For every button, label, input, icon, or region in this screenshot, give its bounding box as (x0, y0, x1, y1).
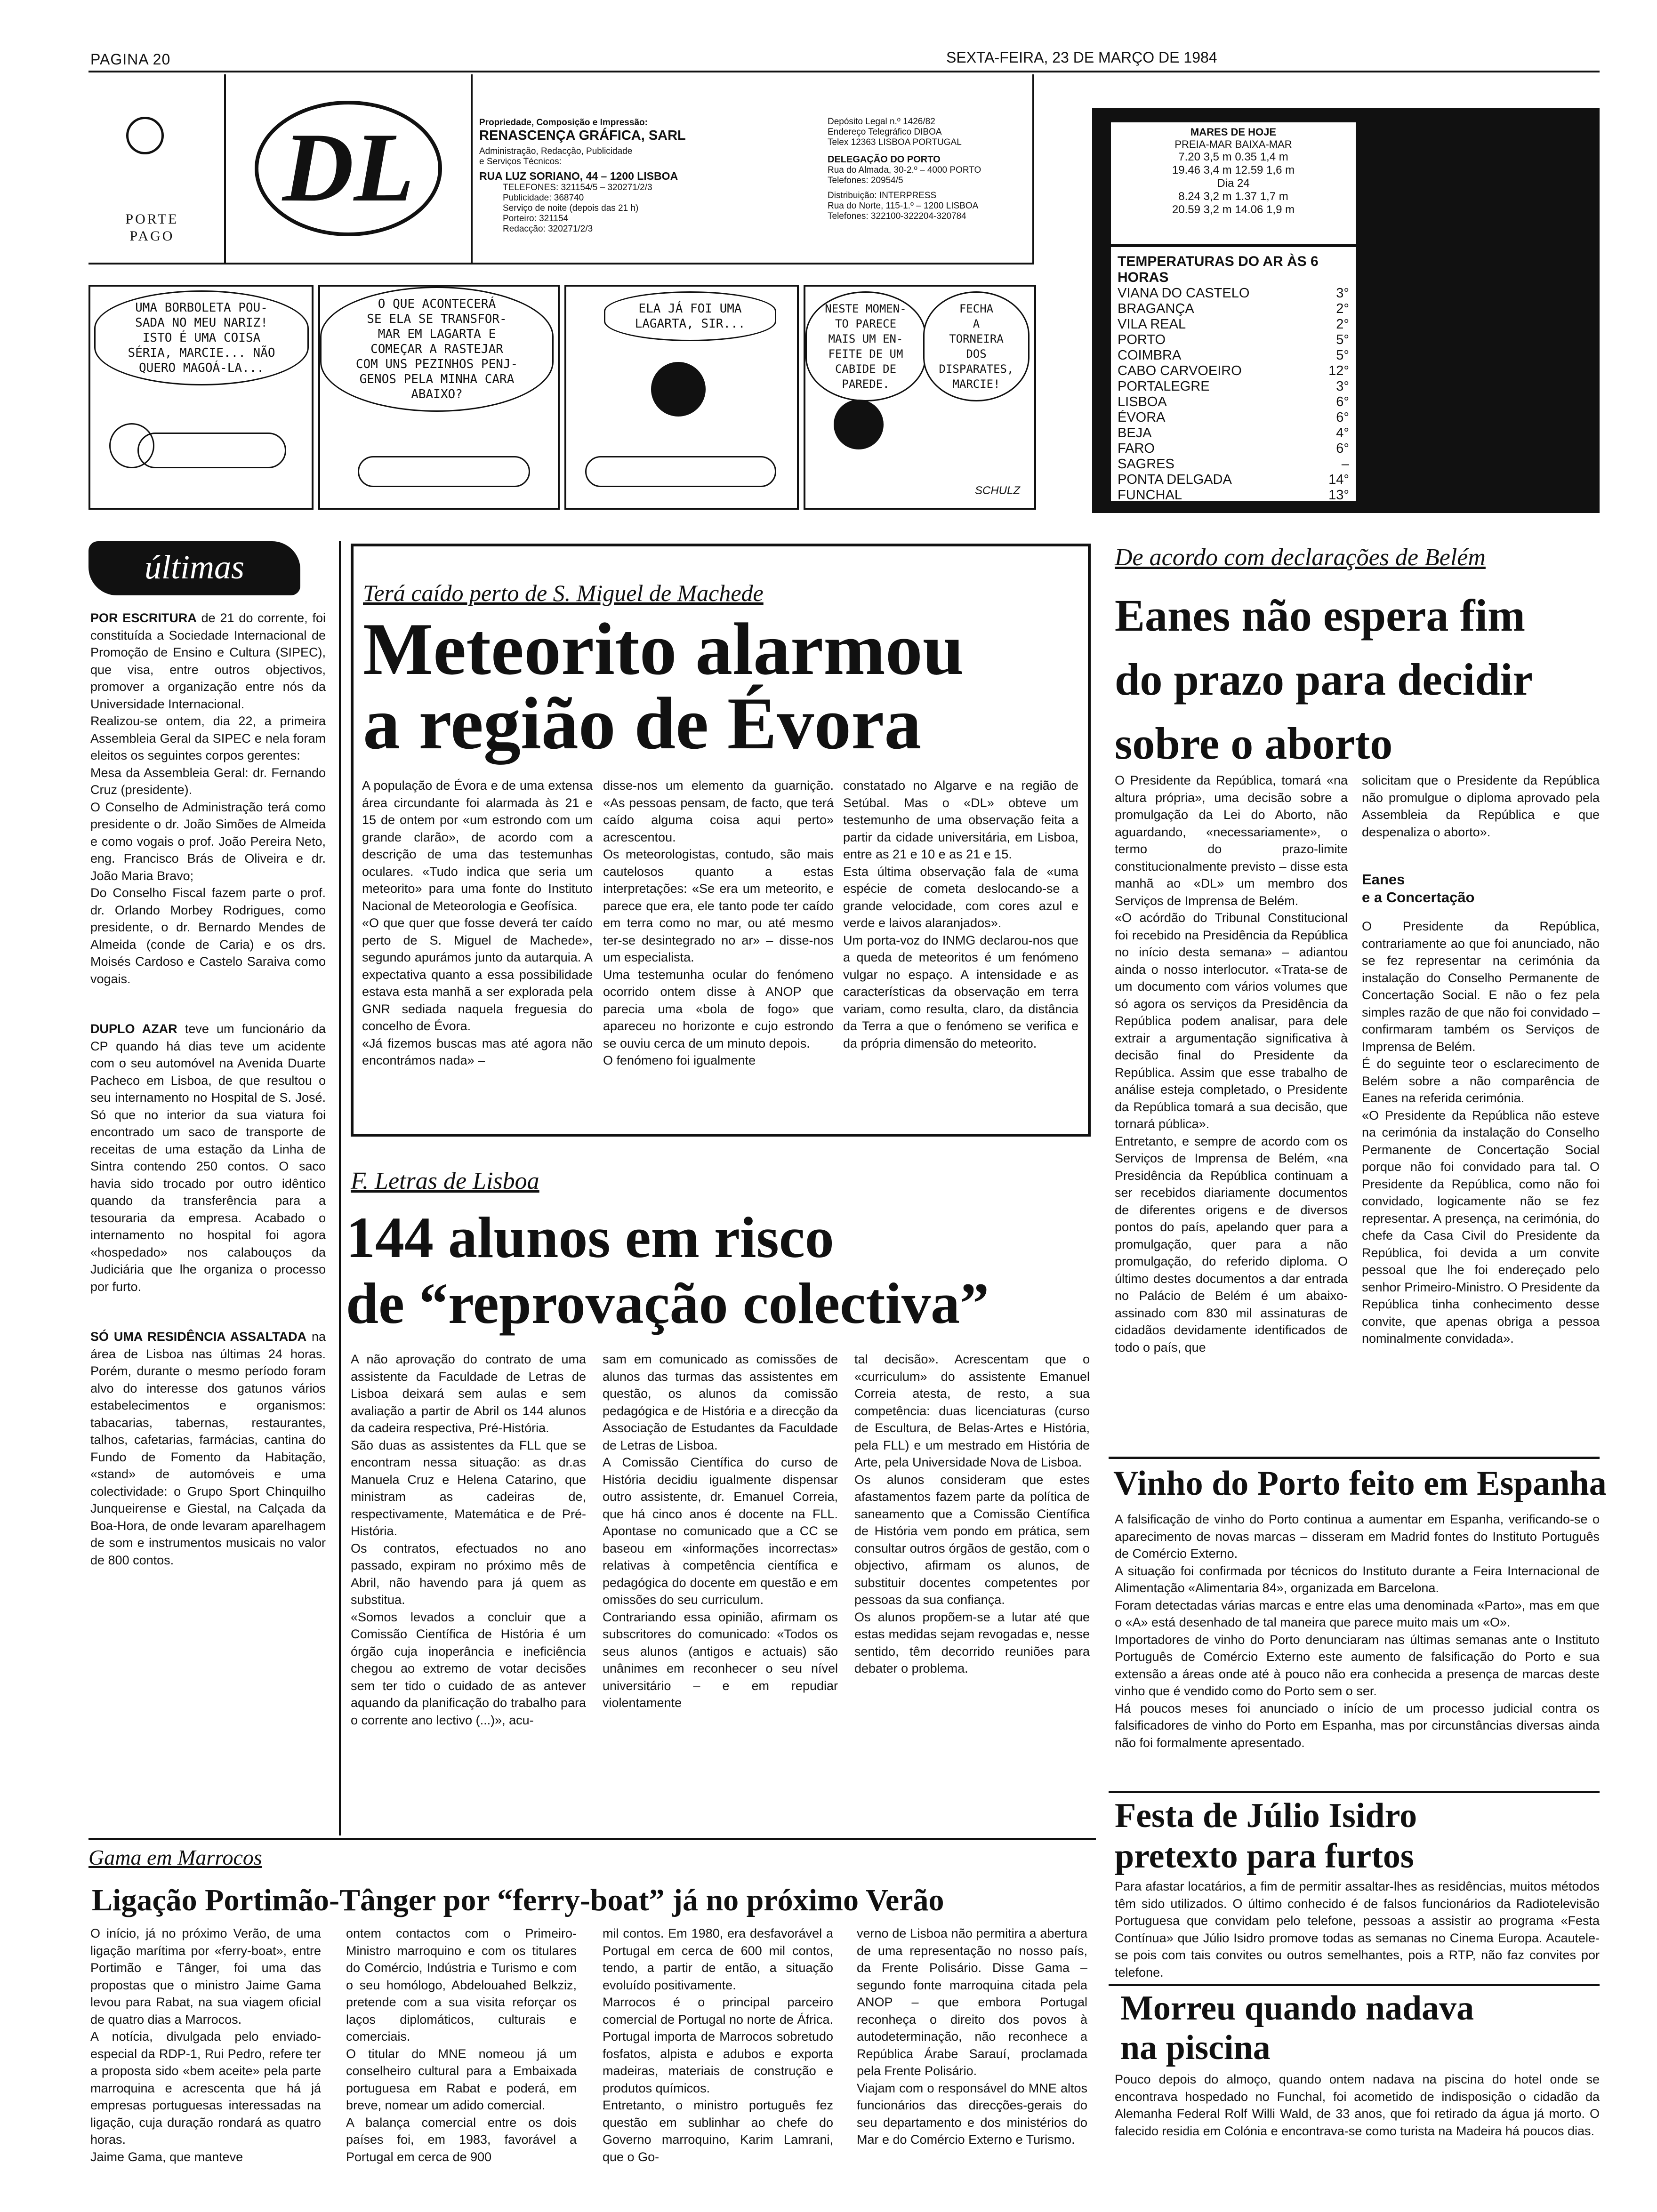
ultimas-item-text: na área de Lisboa nas últimas 24 horas. Porém, durante o mesmo período foram alvo do interesse dos gatunos vários estabelecimentos e organismos: tabacarias, tabernas, restaurantes, talhos, cafetarias, farmácias, cantina do Fundo de Fomento da Habitação, «stand» de automóveis e uma colectividade: o Grupo Sport Chinquilho Junqueirense e Giestal, na Calçada da Boa-Hora, de onde levaram aparelhagem de som e instrumentos musicais no valor de 800 contos. (90, 1330, 326, 1567)
seal-icon (126, 117, 164, 154)
city-temperature: 13° (1328, 488, 1349, 503)
ferry-col-3: mil contos. Em 1980, era desfavorável a Portugal em cerca de 600 mil contos, tendo, a partir de então, a situação evoluído positivamente. Marrocos é o principal parceiro comercial de Portugal no norte de África. Portugal importa de Marrocos sobretudo fosfatos, alpista e adubos e exporta madeiras, materiais de construção e produtos químicos. Entretanto, o ministro português fez questão em sublinhar ao chefe do Governo marroquino, Karim Lamrani, que o Go- (603, 1926, 833, 2164)
section-rule (1109, 1984, 1600, 1986)
city-temperature: 2° (1336, 301, 1349, 316)
city-name: PONTA DELGADA (1118, 472, 1232, 487)
temperature-row (1118, 363, 1349, 379)
character-head (109, 423, 154, 468)
meteorito-box (351, 544, 1091, 1137)
meteorito-col-2: disse-nos um elemento da guarnição. «As pessoas pensam, de facto, que terá caído alguma coisa aqui perto» acrescentou. Os meteorologistas, contudo, são mais cautelosos quanto a estas interpretações: «Se era um meteorito, e parece que era, ele tanto pode ter caído em terra como no mar, ou até mesmo ter-se desintegrado no ar» – disse-nos um especialista. Uma testemunha ocular do fenómeno ocorrido ontem disse à ANOP que parecia uma «bola de fogo» que apareceu no horizonte e cujo estrondo se ouviu cerca de um minuto depois. O fenómeno foi igualmente (603, 778, 834, 1067)
city-temperature: 3° (1336, 286, 1349, 301)
tides-title: MARES DE HOJE (1190, 126, 1277, 138)
city-temperature: 12° (1328, 363, 1349, 378)
city-name: PORTO (1118, 332, 1166, 347)
tide-row: Dia 24 (1217, 177, 1250, 190)
alunos-col-1: A não aprovação do contrato de uma assistente da Faculdade de Letras de Lisboa deixará sem aulas e sem avaliação a partir de Abril os 144 alunos da cadeira respectiva, Pré-História. São duas as assistentes da FLL que se encontram nessa situação: as dr.as Manuela Cruz e Helena Catarino, que ministram as cadeiras de, respectivamente, Matemática e de Pré-História. Os contratos, efectuados no ano passado, expiram no próximo mês de Abril, não havendo para já quem as substitua. «Somos levados a concluir que a Comissão Científica de História é um órgão cuja inoperância e ineficiência chegou ao extremo de votar decisões sem ter tido o cuidado de as antever aquando da planificação do trabalho para o corrente ano lectivo (...)», acu- (351, 1352, 586, 1727)
section-rule (88, 1838, 1096, 1840)
svg-text:DL: DL (282, 113, 414, 222)
masthead-legal (828, 117, 1025, 222)
ferry-kicker: Gama em Marrocos (88, 1845, 262, 1869)
ferry-col-1: O início, já no próximo Verão, de uma ligação marítima por «ferry-boat», entre Portimão e Tânger, foi uma das propostas que o ministro Jaime Gama levou para Rabat, na sua viagem oficial de quatro dias a Marrocos. A notícia, divulgada pelo enviado-especial da RDP-1, Rui Pedro, refere ter a proposta sido «bem aceite» pela parte marroquina e acrescenta que há já empresas portuguesas interessadas na ligação, cuja duração rondará as quatro horas. Jaime Gama, que manteve (90, 1926, 321, 2164)
eanes-kicker: De acordo com declarações de Belém (1115, 544, 1486, 571)
city-temperature: 6° (1336, 410, 1349, 425)
ultimas-item-lead: DUPLO AZAR (90, 1022, 177, 1036)
city-temperature: 4° (1336, 425, 1349, 441)
temperature-row (1118, 441, 1349, 457)
city-name: PORTALEGRE (1118, 379, 1210, 394)
marcie-head (834, 400, 884, 449)
weather-box (1092, 108, 1600, 513)
ultimas-item-lead: SÓ UMA RESIDÊNCIA ASSALTADA (90, 1330, 307, 1344)
city-temperature: 5° (1336, 332, 1349, 347)
meteorito-kicker: Terá caído perto de S. Miguel de Machede (363, 580, 764, 606)
city-name: SAGRES (1118, 457, 1174, 472)
logo-box (224, 74, 473, 263)
ownership-label: Propriedade, Composição e Impressão: (479, 118, 648, 128)
city-name: FUNCHAL (1118, 488, 1182, 503)
vinho-headline: Vinho do Porto feito em Espanha (1113, 1464, 1607, 1503)
city-temperature: 6° (1336, 394, 1349, 409)
city-temperature: 6° (1336, 441, 1349, 456)
ferry-col-2: ontem contactos com o Primeiro-Ministro marroquino e com os titulares do Comércio, Indústria e Turismo e com o seu homólogo, Abdelouahed Belkziz, pretende com a sua visita reforçar os laços diplomáticos, culturais e comerciais. O titular do MNE nomeou já um conselheiro cultural para a Embaixada portuguesa em Rabat e poderá, em breve, nomear um adido comercial. A balança comercial entre os dois países foi, em 1983, favorável a Portugal em cerca de 900 (346, 1926, 577, 2164)
city-temperature: 14° (1328, 472, 1349, 487)
porte-pago: PORTE PAGO (125, 211, 179, 244)
temperature-row (1118, 457, 1349, 472)
section-rule (1109, 1791, 1600, 1793)
city-name: VILA REAL (1118, 317, 1186, 332)
tide-row: 8.24 3,2 m 1.37 1,7 m (1178, 190, 1288, 203)
porto-info: Rua do Almada, 30-2.º – 4000 PORTO Telefones: 20954/5 (828, 165, 981, 185)
alunos-col-3: tal decisão». Acrescentam que o «curriculum» do assistente Emanuel Correia atesta, de resto, a sua competência: duas licenciaturas (curso de Escultura, de Belas-Artes e História, pela FLL) e um mestrado em História de Arte, pela Universidade Nova de Lisboa. Os alunos consideram que estes afastamentos fazem parte da política de saneamento que a Comissão Científica de História vem pondo em prática, sem consultar outros órgãos de gestão, com o objectivo, afirmam os alunos, de substituir docentes competentes por pessoas da sua confiança. Os alunos propõem-se a lutar até que estas medidas sejam revogadas e, nesse sentido, têm decorrido reuniões para debater o problema. (854, 1352, 1090, 1675)
legal: Depósito Legal n.º 1426/82 Endereço Telegráfico DIBOA Telex 12363 LISBOA PORTUGAL (828, 117, 962, 147)
temperature-row (1118, 410, 1349, 425)
city-name: COIMBRA (1118, 348, 1182, 363)
temperature-row (1118, 394, 1349, 410)
tides-subtitle: PREIA-MAR BAIXA-MAR (1174, 138, 1292, 150)
temperature-row (1118, 317, 1349, 332)
temperatures-title: TEMPERATURAS DO AR ÀS 6 HORAS (1118, 254, 1319, 285)
meteorito-col-1: A população de Évora e de uma extensa área circundante foi alarmada às 21 e 15 de ontem por «um estrondo com um grande clarão», de acordo com a descrição de uma das testemunhas oculares. «Tudo indica que seria um meteorito» para uma fonte do Instituto Nacional de Meteorologia e Geofísica. «O que quer que fosse deverá ter caído perto de S. Miguel de Machede», segundo apurámos junto da autarquia. A expectativa quanto a essa possibilidade estava esta manhã a ser explorada pela GNR sediada naquela freguesia do concelho de Évora. «Já fizemos buscas mas até agora não encontrámos nada» – (362, 778, 593, 1067)
ultimas-column (90, 609, 326, 1602)
lying-character (585, 456, 776, 487)
comic-bubble-4b: FECHA A TORNEIRA DOS DISPARATES, MARCIE! (923, 291, 1030, 401)
section-rule (1109, 1457, 1600, 1459)
page-date: SEXTA-FEIRA, 23 DE MARÇO DE 1984 (946, 49, 1217, 66)
temperatures-list (1118, 286, 1349, 503)
services: Administração, Redacção, Publicidade e Serviços Técnicos: (479, 146, 633, 167)
meteorito-col-3: constatado no Algarve e na região de Setúbal. Mas o «DL» obteve um testemunho de uma observação feita a partir da cidade universitária, em Lisboa, entre as 21 e 10 e as 21 e 15. Esta última observação fala de «uma espécie de cometa deslocando-se a grande velocidade, com cores azul e verde e laivos alaranjados». Um porta-voz do INMG declarou-nos que a queda de meteoritos é um fenómeno vulgar no espaço. A intensidade e as características da observação em terra variam, como resulta, claro, da distância da Terra a que o fenómeno se verifica e da própria dimensão do meteorito. (843, 778, 1078, 1050)
comic-bubble-1: UMA BORBOLETA POU- SADA NO MEU NARIZ! ISTO É UMA COISA SÉRIA, MARCIE... NÃO QUERO MAGOÁ-LA... (94, 290, 309, 385)
alunos-kicker: F. Letras de Lisboa (351, 1168, 539, 1194)
ultimas-item (90, 1328, 326, 1569)
lying-character (137, 433, 286, 468)
temperature-row (1118, 425, 1349, 441)
tide-row: 19.46 3,4 m 12.59 1,6 m (1172, 164, 1295, 176)
lying-character (358, 456, 530, 487)
ultimas-item-text: teve um funcionário da CP quando há dias teve um acidente com o seu automóvel na Avenida Duarte Pacheco em Lisboa, de que resultou o seu internamento no Hospital de S. José. Só que no interior da sua viatura foi encontrado um saco de transporte de receitas de uma estação da Linha de Sintra contendo 250 contos. O saco havia sido trocado por outro idêntico quando da transferência para a tesouraria da empresa. Acabado o internamento no hospital foi agora «hospedado» nos calabouços da Judiciária que lhe organiza o processo por furto. (90, 1022, 326, 1294)
comic-bubble-2: O QUE ACONTECERÁ SE ELA SE TRANSFOR- MAR EM LAGARTA E COMEÇAR A RASTEJAR COM UNS PEZINHOS PENJ- GENOS PELA MINHA CARA ABAIXO? (320, 287, 554, 412)
comic-signature: SCHULZ (975, 484, 1021, 497)
comic-bubble-4a: NESTE MOMEN- TO PARECE MAIS UM EN- FEITE DE UM CABIDE DE PAREDE. (805, 291, 926, 401)
city-temperature: – (1341, 457, 1349, 472)
city-temperature: 5° (1336, 348, 1349, 363)
ultimas-banner (88, 541, 300, 595)
temperature-row (1118, 332, 1349, 348)
page-number: PAGINA 20 (90, 51, 171, 68)
comic-panel-1 (88, 285, 314, 510)
festa-headline: Festa de Júlio Isidro pretexto para furtos (1115, 1796, 1417, 1875)
ultimas-item (90, 1020, 326, 1295)
tide-row: 20.59 3,2 m 14.06 1,9 m (1172, 203, 1295, 216)
masthead (88, 74, 1034, 264)
city-temperature: 3° (1336, 379, 1349, 394)
column-rule (339, 541, 341, 1835)
ultimas-label: últimas (144, 548, 245, 586)
meteorito-headline: Meteorito alarmou a região de Évora (363, 608, 964, 765)
vinho-text: A falsificação de vinho do Porto continua a aumentar em Espanha, verificando-se o aparecimento de novas marcas – disseram em Madrid fontes do Instituto Português de Comércio Externo. A situação foi confirmada por técnicos do Instituto durante a Feira Internacional de Alimentação «Alimentaria 84», organizada em Barcelona. Foram detectadas várias marcas e entre elas uma denominada «Parto», mas em que o «A» está desenhado de tal maneira que parece muito mais um «O». Importadores de vinho do Porto denunciaram nas últimas semanas ante o Instituto Português de Comércio Externo este aumento de falsificação do Porto e sua extensão a áreas onde até à pouco não era conhecida a presença de marcas deste vinho que é vendido como do Porto sem o ser. Há poucos meses foi anunciado o início de um processo judicial contra os falsificadores de vinho do Porto em Espanha, mas por circunstâncias diversas ainda não foi formalmente apresentado. (1115, 1512, 1600, 1750)
marcie-head (651, 362, 706, 417)
city-name: CABO CARVOEIRO (1118, 363, 1242, 378)
city-name: VIANA DO CASTELO (1118, 286, 1250, 301)
city-name: BRAGANÇA (1118, 301, 1194, 316)
ferry-headline: Ligação Portimão-Tânger por “ferry-boat” já no próximo Verão (92, 1883, 944, 1917)
tides-panel (1111, 122, 1356, 244)
eanes-col-2b: O Presidente da República, contrariamente ao que foi anunciado, não se fez representar na cerimónia da instalação do Conselho Permanente de Concertação Social. E não o fez pela simples razão de que não foi convidado – confirmaram também os Serviços de Imprensa de Belém. É do seguinte teor o esclarecimento de Belém sobre a não comparência de Eanes na referida cerimónia. «O Presidente da República não esteve na cerimónia da instalação do Conselho Permanente de Concertação Social porque não foi convidado para tal. O Presidente da República, como não foi convidado, logicamente não se fez representar. A presença, na cerimónia, do chefe da Casa Civil do Presidente da República, foi devida a um convite pessoal que lhe foi endereçado pelo senhor Primeiro-Ministro. O Presidente da República tinha conhecimento desse convite, que apenas obriga a pessoa nominalmente convidada». (1362, 919, 1600, 1346)
temperature-row (1118, 286, 1349, 301)
porto-title: DELEGAÇÃO DO PORTO (828, 154, 941, 165)
eanes-headline: Eanes não espera fim do prazo para decidir sobre o aborto (1115, 590, 1533, 769)
festa-text: Para afastar locatários, a fim de permitir assaltar-lhes as residências, muitos métodos têm sido utilizados. O último conhecido é de falsos funcionários da Radiotelevisão Portuguesa que convidam pelo telefone, pessoas a assistir ao programa «Festa Contínua» que Júlio Isidro promove todas as semanas no Cinema Europa. Acautele-se pois com tais convites ou outros semelhantes, pois a RTP, não faz convites por telefone. (1115, 1879, 1600, 1980)
address: RUA LUZ SORIANO, 44 – 1200 LISBOA (479, 170, 678, 182)
temperature-row (1118, 488, 1349, 503)
alunos-headline: 144 alunos em risco de “reprovação colectiva” (346, 1205, 989, 1336)
city-temperature: 2° (1336, 317, 1349, 332)
morreu-text: Pouco depois do almoço, quando ontem nadava na piscina do hotel onde se encontrava hospedado no Funchal, foi acometido de indisposição o cidadão da Alemanha Federal Rolf Willi Wald, de 33 anos, que foi retirado da água já morto. O falecido residia em Colónia e encontrava-se como turista na Madeira há poucos dias. (1115, 2072, 1600, 2138)
temperature-row (1118, 472, 1349, 488)
header-rule (88, 71, 1600, 72)
eanes-subhead: Eanes e a Concertação (1362, 871, 1475, 906)
city-name: FARO (1118, 441, 1155, 456)
comic-panel-3 (564, 285, 799, 510)
tide-row: 7.20 3,5 m 0.35 1,4 m (1178, 151, 1288, 163)
tides-rows (1111, 151, 1356, 216)
morreu-headline: Morreu quando nadava na piscina (1120, 1989, 1474, 2067)
temperature-row (1118, 379, 1349, 394)
temperature-row (1118, 301, 1349, 317)
ultimas-item (90, 609, 326, 987)
city-name: BEJA (1118, 425, 1152, 441)
masthead-info (479, 118, 724, 234)
dl-logo (226, 74, 471, 263)
temperatures-panel (1111, 247, 1356, 501)
phones: TELEFONES: 321154/5 – 320271/2/3 Publicidade: 368740 Serviço de noite (depois das 21 h) Porteiro: 321154 Redacção: 320271/2/3 (503, 183, 652, 234)
eanes-col-1: O Presidente da República, tomará «na altura própria», uma decisão sobre a promulgação da Lei do Aborto, não aguardando, «necessariamente», o termo do prazo-limite constitucionalmente previsto – disse esta manhã ao «DL» um membro dos Serviços de Imprensa de Belém. «O acórdão do Tribunal Constitucional foi recebido na Presidência da República no início desta semana» – adiantou ainda o nosso interlocutor. «Trata-se de um documento com vários volumes que só agora os serviços da Presidência da República podem analisar, para dele extrair a argumentação significativa à decisão final do Presidente da República. Assim que esse trabalho de análise esteja completado, o Presidente da República tomará a sua decisão, que tornará pública». Entretanto, e sempre de acordo com os Serviços de Imprensa de Belém, «na Presidência da República continuam a ser recebidos diariamente documentos de diferentes origens e de diversos pontos do país, apelando quer para a promulgação, quer para a não promulgação, do referido diploma. O último destes documentos a dar entrada no Palácio de Belém é um abaixo-assinado com 830 mil assinaturas de cidadãos devidamente identificados de todo o país, que (1115, 773, 1348, 1354)
eanes-col-2: solicitam que o Presidente da República não promulgue o diploma aprovado pela Assembleia da República e que despenaliza o aborto». (1362, 773, 1600, 839)
city-name: LISBOA (1118, 394, 1167, 409)
owner-name: RENASCENÇA GRÁFICA, SARL (479, 128, 686, 143)
comic-panel-2 (318, 285, 560, 510)
comic-panel-4 (804, 285, 1036, 510)
comic-bubble-3: ELA JÁ FOI UMA LAGARTA, SIR... (604, 291, 776, 341)
temperature-row (1118, 348, 1349, 363)
ultimas-item-lead: POR ESCRITURA (90, 611, 197, 625)
distribution: Distribuição: INTERPRESS Rua do Norte, 115-1.º – 1200 LISBOA Telefones: 322100-322204-320784 (828, 191, 979, 221)
ultimas-item-text: de 21 do corrente, foi constituída a Sociedade Internacional de Promoção de Ensino e Cultura (SIPEC), que visa, entre outros objectivos, promover a organização entre nós da Universidade Internacional. Realizou-se ontem, dia 22, a primeira Assembleia Geral da SIPEC e nela foram eleitos os seguintes corpos gerentes: Mesa da Assembleia Geral: dr. Fernando Cruz (presidente). O Conselho de Administração terá como presidente o dr. João Simões de Almeida e como vogais o prof. João Pereira Neto, eng. Francisco Brás de Oliveira e dr. João Maria Bravo; Do Conselho Fiscal fazem parte o prof. dr. Orlando Morbey Rodrigues, como presidente, o dr. Bernardo Mendes de Almeida (conde de Caria) e os drs. Moisés Cardoso e Castelo Saraiva como vogais. (90, 611, 326, 986)
ferry-col-4: verno de Lisboa não permitira a abertura de uma representação no nosso país, da Frente Polisário. Disse Gama – segundo fonte marroquina citada pela ANOP – que embora Portugal reconheça o direito dos povos à autodeterminação, não reconhece a República Árabe Sarauí, proclamada pela Frente Polisário. Viajam com o responsável do MNE altos funcionários das direcções-gerais do seu departamento e dos ministérios do Mar e do Comércio Externo e Turismo. (857, 1926, 1087, 2147)
alunos-col-2: sam em comunicado as comissões de alunos das turmas das assistentes em questão, os alunos da comissão pedagógica e de História e a direcção da Associação de Estudantes da Faculdade de Letras de Lisboa. A Comissão Científica do curso de História decidiu igualmente dispensar outro assistente, dr. Emanuel Correia, que há cinco anos é docente na FLL. Apontase no comunicado que a CC se baseou em «informações incorrectas» relativas à competência científica e pedagógica do docente em questão e em omissões do seu curriculum. Contrariando essa opinião, afirmam os subscritores do comunicado: «Todos os seus alunos (antigos e actuais) são unânimes em reconhecer o seu nível universitário – e em repudiar violentamente (603, 1352, 838, 1710)
city-name: ÉVORA (1118, 410, 1166, 425)
